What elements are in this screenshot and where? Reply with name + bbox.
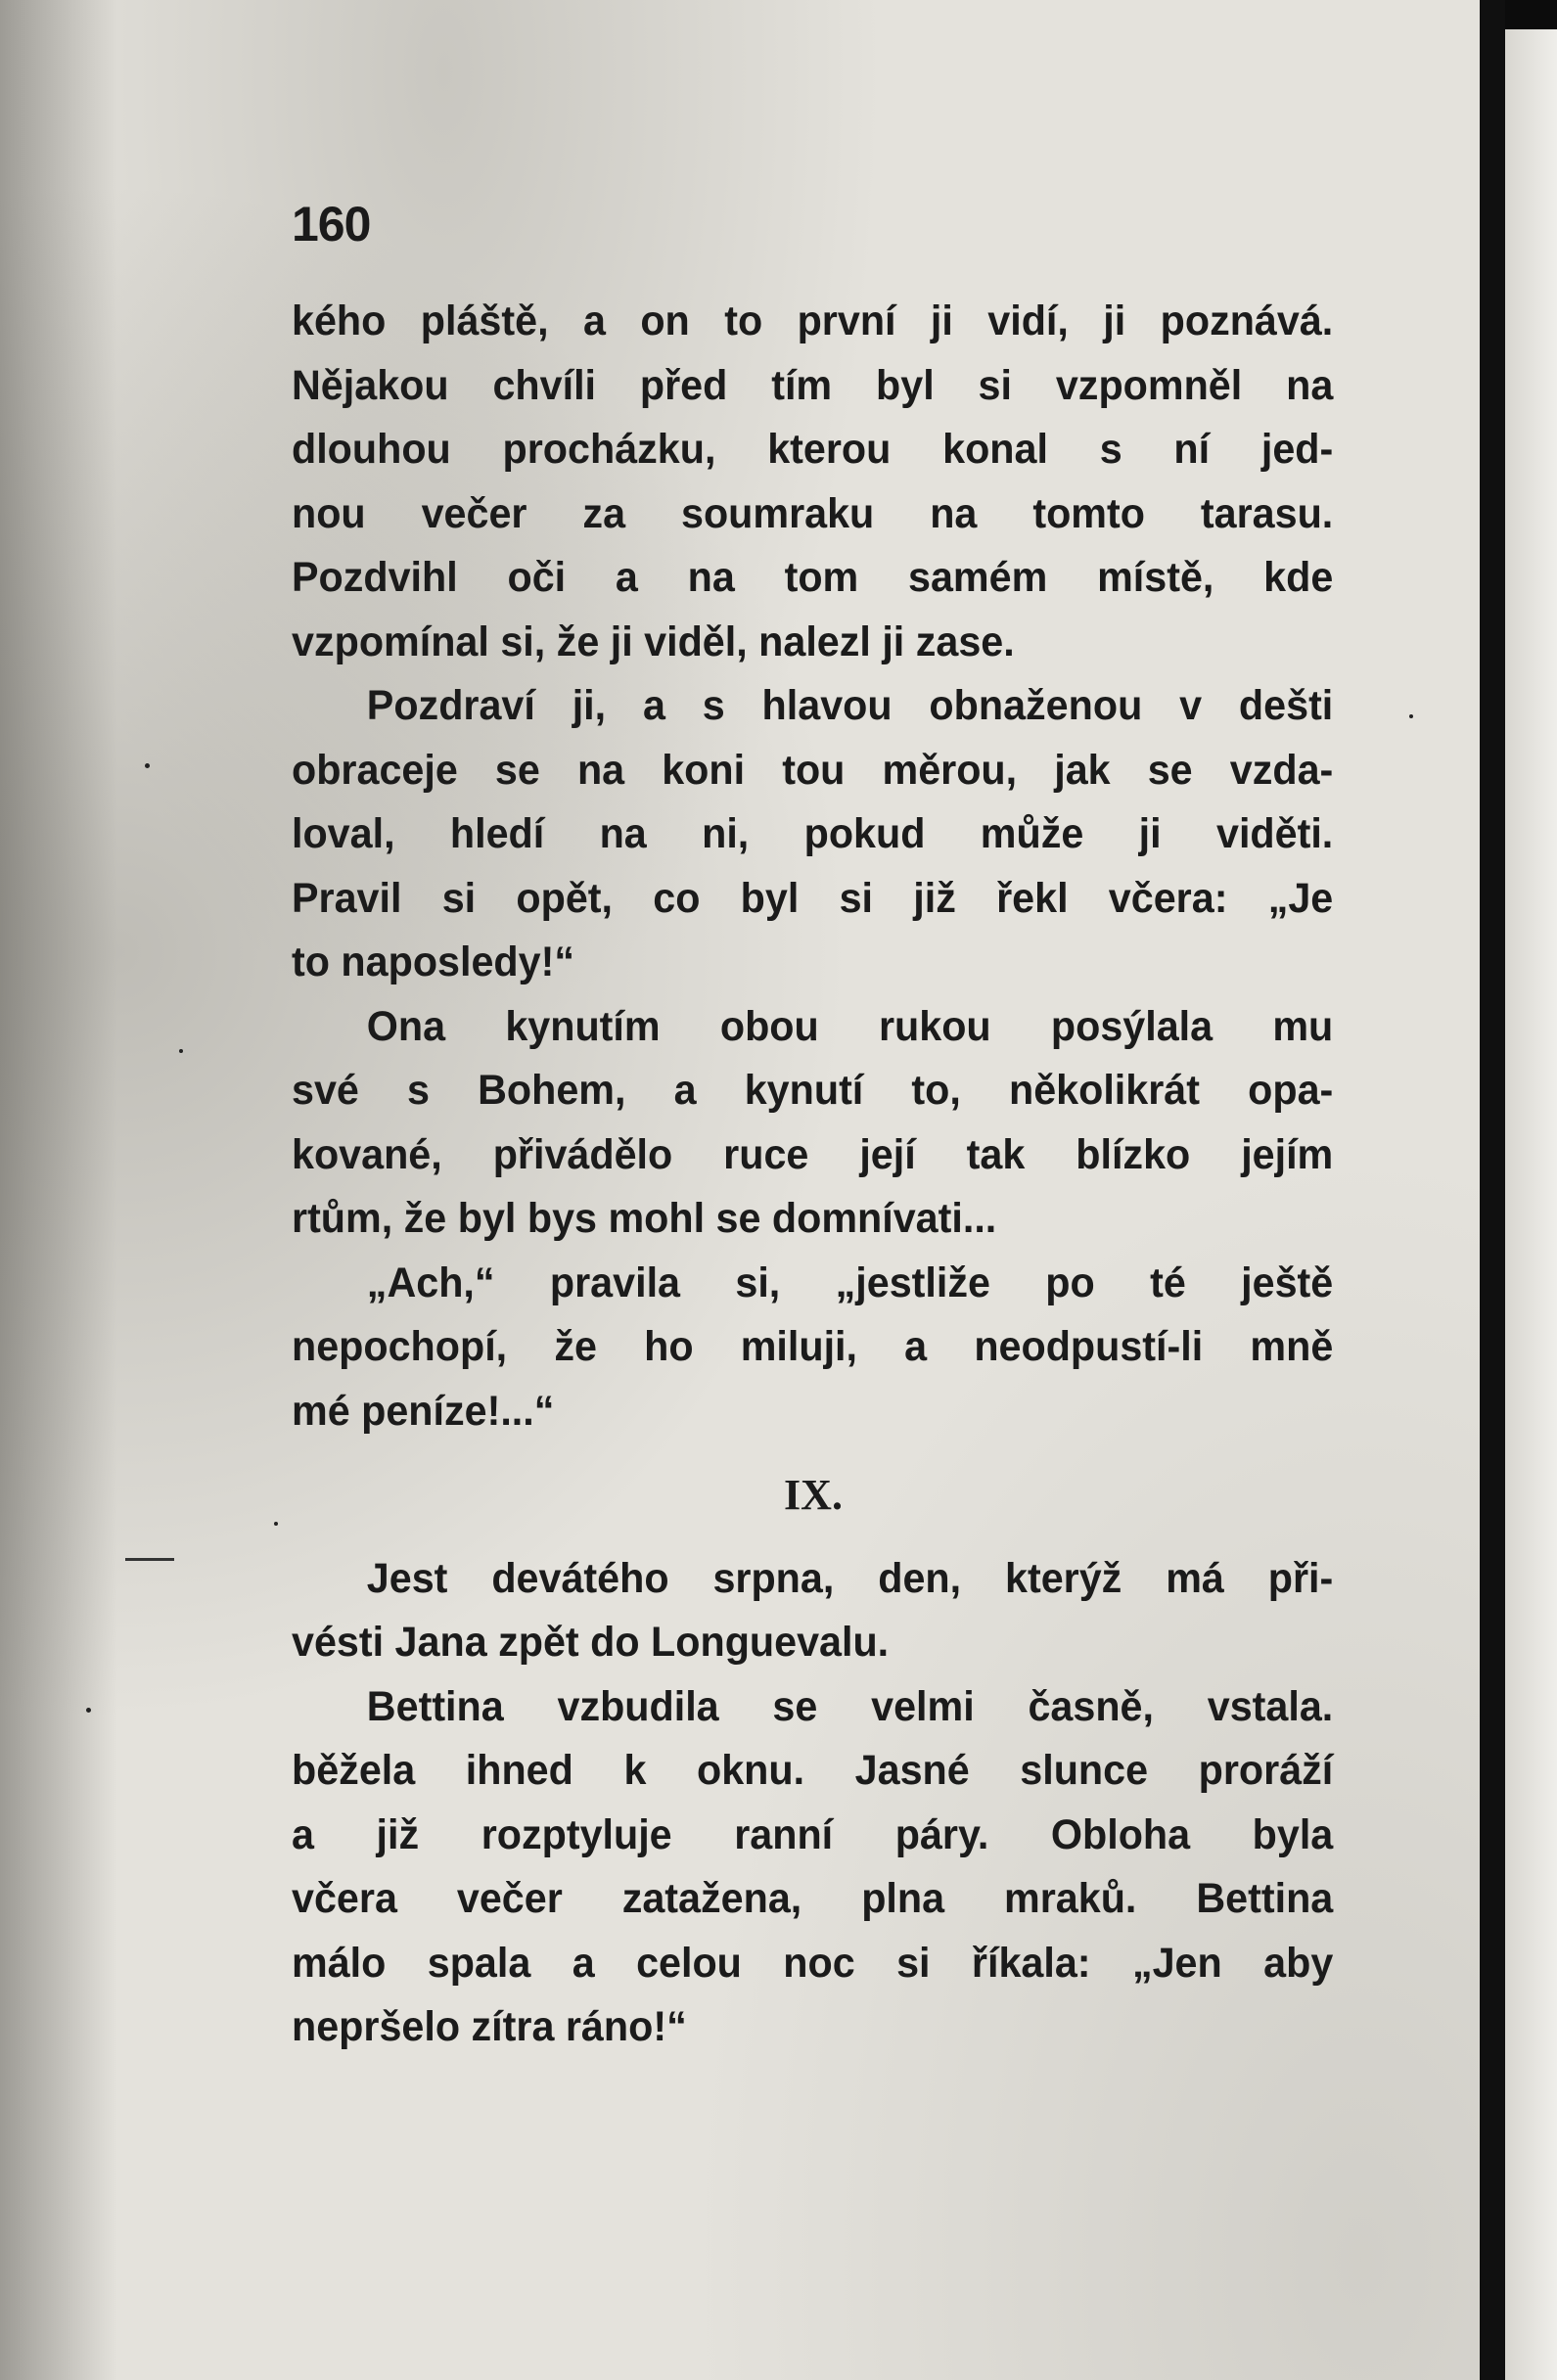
text-line: Nějakou chvíli před tím byl si vzpomněl na	[292, 361, 1334, 409]
text-line: obraceje se na koni tou měrou, jak se vzda-	[292, 746, 1334, 794]
text-line: vésti Jana zpět do Longuevalu.	[292, 1619, 890, 1666]
page-gutter	[1480, 0, 1505, 2380]
text-line: Pravil si opět, co byl si již řekl včera: „Je	[292, 874, 1334, 922]
text-line: kované, přivádělo ruce její tak blízko jejím	[292, 1130, 1334, 1178]
text-line: Bettina vzbudila se velmi časně, vstala.	[366, 1682, 1334, 1730]
text-line: nou večer za soumraku na tomto tarasu.	[292, 489, 1334, 537]
body-text	[292, 290, 1335, 2060]
page-number: 160	[292, 197, 371, 252]
text-line: mé peníze!...“	[292, 1387, 555, 1435]
text-line: rtům, že byl bys mohl se domnívati...	[292, 1195, 997, 1242]
margin-mark	[125, 1558, 174, 1561]
text-line: vzpomínal si, že ji viděl, nalezl ji zase.	[292, 618, 1015, 665]
text-line: běžela ihned k oknu. Jasné slunce proráží	[292, 1747, 1334, 1794]
print-speck	[179, 1049, 183, 1053]
paragraphs-before-heading	[292, 290, 1335, 1443]
text-line: Pozdvihl oči a na tom samém místě, kde	[292, 554, 1334, 601]
print-speck	[86, 1708, 91, 1713]
print-speck	[274, 1522, 278, 1526]
print-speck	[1409, 714, 1413, 718]
print-speck	[145, 763, 150, 768]
text-line: to naposledy!“	[292, 938, 574, 985]
text-line: Pozdraví ji, a s hlavou obnaženou v dešti	[366, 682, 1334, 729]
text-line: „Ach,“ pravila si, „jestliže po té ještě	[366, 1259, 1334, 1306]
text-line: Jest devátého srpna, den, kterýž má při-	[366, 1554, 1334, 1602]
text-line: nepršelo zítra ráno!“	[292, 2003, 687, 2050]
next-page-edge	[1505, 29, 1557, 2380]
text-line: včera večer zatažena, plna mraků. Bettina	[292, 1875, 1334, 1922]
text-line: kého pláště, a on to první ji vidí, ji poznává.	[292, 298, 1334, 344]
text-line: dlouhou procházku, kterou konal s ní jed-	[292, 426, 1334, 473]
text-line: své s Bohem, a kynutí to, několikrát opa-	[292, 1067, 1334, 1114]
chapter-heading: IX.	[784, 1471, 843, 1519]
text-line: a již rozptyluje ranní páry. Obloha byla	[292, 1810, 1334, 1858]
text-line: málo spala a celou noc si říkala: „Jen aby	[292, 1939, 1334, 1987]
text-line: loval, hledí na ni, pokud může ji viděti.	[292, 810, 1334, 857]
text-line: nepochopí, že ho miluji, a neodpustí-li mně	[292, 1323, 1334, 1370]
paragraphs-after-heading	[292, 1547, 1335, 2060]
text-line: Ona kynutím obou rukou posýlala mu	[366, 1002, 1334, 1050]
